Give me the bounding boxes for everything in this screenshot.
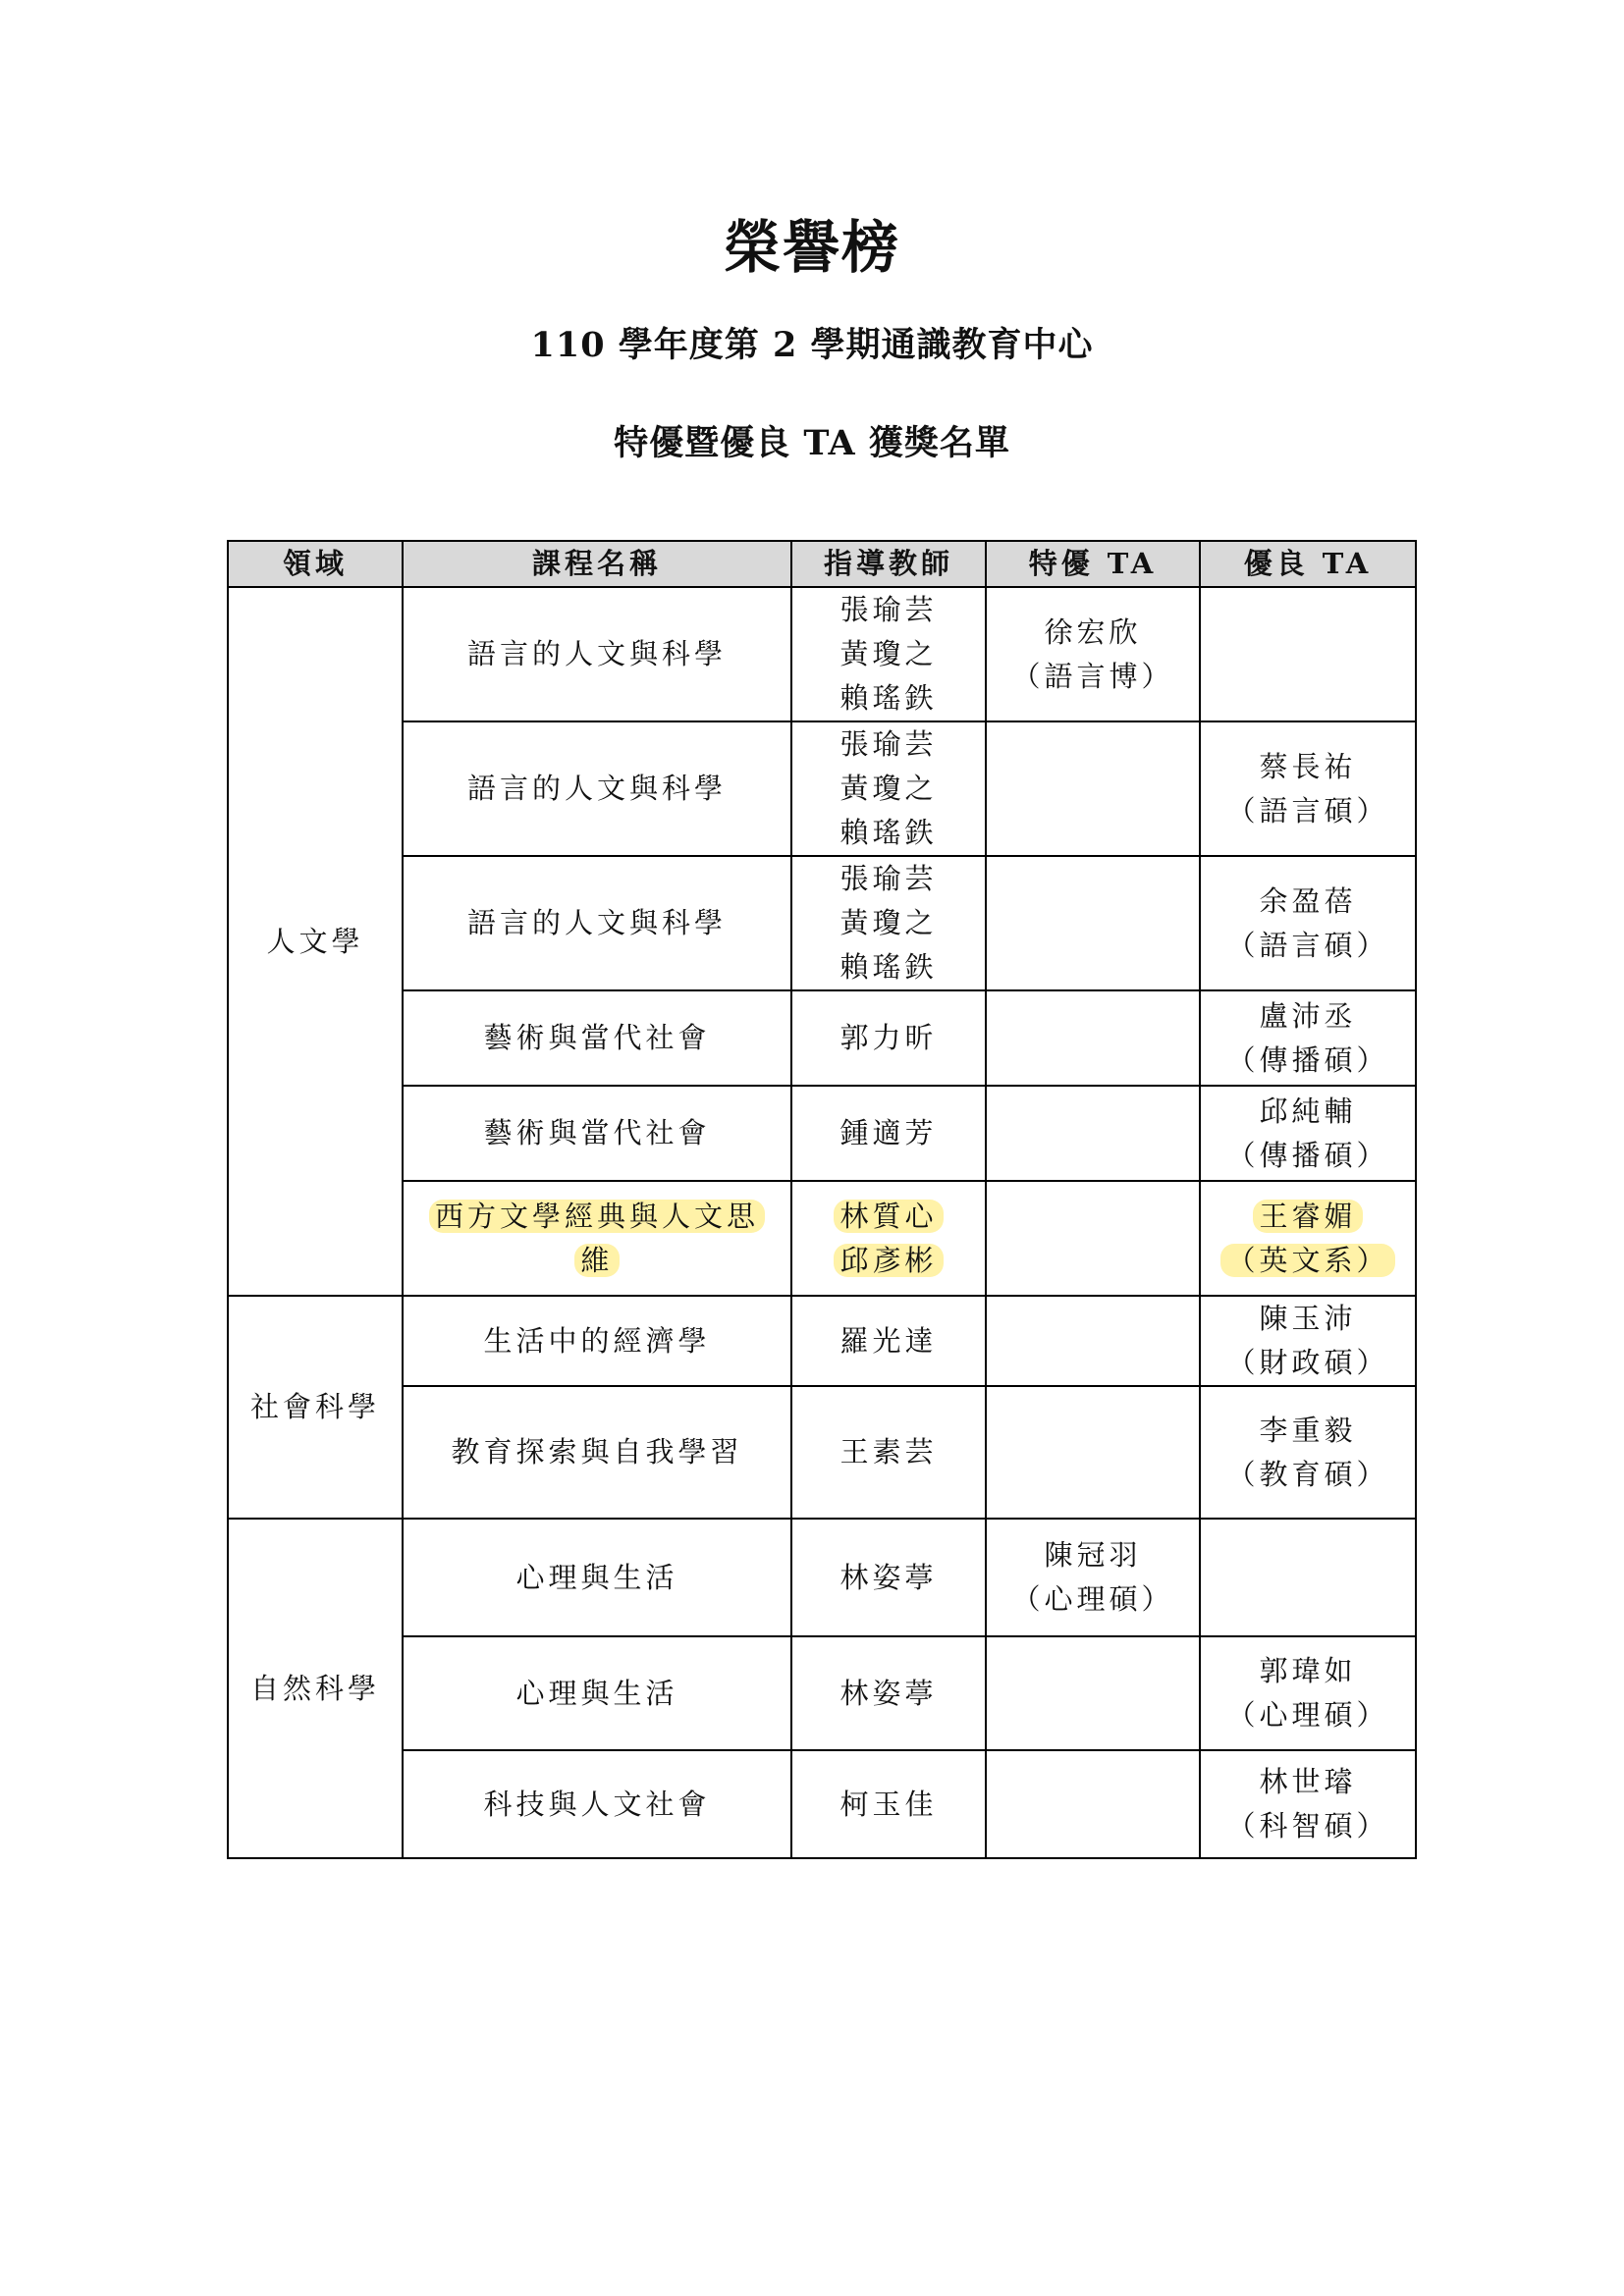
ta-department: （語言碩） [1226, 793, 1389, 828]
good-ta-cell [1200, 1519, 1416, 1636]
good-ta-cell [1200, 990, 1416, 1086]
teacher-name: 張瑜芸 [839, 593, 938, 626]
honor-roll-table [227, 540, 1417, 1859]
header-course: 課程名稱 [403, 541, 791, 587]
table-header-row [228, 541, 1416, 587]
good-ta-cell [1200, 1181, 1416, 1296]
table-row [228, 990, 1416, 1086]
ta-department: （財政碩） [1226, 1346, 1389, 1379]
teacher-cell: 羅光達 [791, 1296, 986, 1386]
good-ta-cell [1200, 1750, 1416, 1858]
header-domain: 領域 [228, 541, 403, 587]
teacher-cell [791, 1181, 986, 1296]
teacher-cell: 鍾適芳 [791, 1086, 986, 1181]
ta-name: 余盈蓓 [1259, 883, 1357, 918]
course-cell: 藝術與當代社會 [403, 1086, 791, 1181]
teacher-cell: 郭力昕 [791, 990, 986, 1086]
domain-cell-natural-science: 自然科學 [228, 1519, 403, 1858]
excellent-ta-cell [986, 1750, 1200, 1858]
good-ta-cell [1200, 1636, 1416, 1750]
course-cell: 生活中的經濟學 [403, 1296, 791, 1386]
teacher-name: 賴瑤鉄 [839, 681, 938, 715]
table-row-highlighted [228, 1181, 1416, 1296]
ta-name: 林世璿 [1259, 1765, 1357, 1798]
table-row [228, 1296, 1416, 1386]
table-row [228, 1386, 1416, 1519]
ta-department-highlighted: （英文系） [1220, 1244, 1394, 1277]
ta-name: 蔡長祐 [1259, 749, 1357, 783]
course-cell: 語言的人文與科學 [403, 721, 791, 856]
teacher-cell [791, 721, 986, 856]
good-ta-cell [1200, 721, 1416, 856]
course-line-highlighted: 維 [574, 1244, 619, 1277]
table-row [228, 1636, 1416, 1750]
good-ta-cell [1200, 1296, 1416, 1386]
table-row [228, 721, 1416, 856]
ta-name: 陳冠羽 [1044, 1538, 1142, 1572]
excellent-ta-cell [986, 1519, 1200, 1636]
excellent-ta-cell [986, 721, 1200, 856]
table-row [228, 1086, 1416, 1181]
excellent-ta-cell [986, 1086, 1200, 1181]
teacher-cell: 柯玉佳 [791, 1750, 986, 1858]
table-row [228, 1750, 1416, 1858]
teacher-cell: 王素芸 [791, 1386, 986, 1519]
teacher-name: 黃瓊之 [839, 906, 938, 939]
excellent-ta-cell [986, 1636, 1200, 1750]
excellent-ta-cell [986, 1296, 1200, 1386]
good-ta-cell [1200, 587, 1416, 721]
header-excellent-ta: 特優 TA [986, 541, 1200, 587]
ta-department: （傳播碩） [1226, 1138, 1389, 1172]
ta-name: 徐宏欣 [1044, 614, 1142, 649]
teacher-name: 黃瓊之 [839, 772, 938, 805]
page-subtitle-semester: 110 學年度第 2 學期通識教育中心 [530, 325, 1094, 365]
course-cell [403, 1181, 791, 1296]
table-row [228, 856, 1416, 990]
ta-department: （語言碩） [1226, 928, 1389, 962]
teacher-cell: 林姿葶 [791, 1519, 986, 1636]
page-title: 榮譽榜 [723, 214, 900, 281]
ta-department: （科智碩） [1226, 1809, 1389, 1842]
table-row [228, 587, 1416, 721]
course-cell: 心理與生活 [403, 1519, 791, 1636]
ta-name-highlighted: 王睿媚 [1253, 1200, 1362, 1233]
ta-name: 郭瑋如 [1259, 1654, 1357, 1687]
good-ta-cell [1200, 1386, 1416, 1519]
excellent-ta-cell [986, 587, 1200, 721]
teacher-cell [791, 587, 986, 721]
course-line-highlighted: 西方文學經典與人文思 [429, 1200, 765, 1233]
ta-name: 邱純輔 [1259, 1094, 1357, 1128]
course-cell: 心理與生活 [403, 1636, 791, 1750]
good-ta-cell [1200, 1086, 1416, 1181]
course-cell: 語言的人文與科學 [403, 587, 791, 721]
teacher-name: 張瑜芸 [839, 727, 938, 761]
teacher-name-highlighted: 林質心 [834, 1200, 943, 1233]
ta-department: （語言博） [1011, 659, 1174, 693]
ta-name: 陳玉沛 [1259, 1302, 1357, 1335]
course-cell: 語言的人文與科學 [403, 856, 791, 990]
course-cell: 科技與人文社會 [403, 1750, 791, 1858]
teacher-name-highlighted: 邱彥彬 [834, 1244, 943, 1277]
excellent-ta-cell [986, 1386, 1200, 1519]
teacher-name: 黃瓊之 [839, 637, 938, 670]
header-teacher: 指導教師 [791, 541, 986, 587]
header-good-ta: 優良 TA [1200, 541, 1416, 587]
ta-department: （心理碩） [1226, 1698, 1389, 1732]
good-ta-cell [1200, 856, 1416, 990]
excellent-ta-cell [986, 1181, 1200, 1296]
ta-department: （心理碩） [1011, 1582, 1174, 1616]
domain-cell-social-science: 社會科學 [228, 1296, 403, 1519]
teacher-name: 賴瑤鉄 [839, 950, 938, 984]
teacher-cell [791, 856, 986, 990]
course-cell: 藝術與當代社會 [403, 990, 791, 1086]
excellent-ta-cell [986, 856, 1200, 990]
ta-department: （傳播碩） [1226, 1042, 1389, 1077]
teacher-cell: 林姿葶 [791, 1636, 986, 1750]
teacher-name: 賴瑤鉄 [839, 816, 938, 849]
ta-name: 李重毅 [1259, 1413, 1357, 1447]
domain-cell-humanities: 人文學 [228, 587, 403, 1296]
page-subtitle-award-list: 特優暨優良 TA 獲獎名單 [614, 423, 1010, 463]
ta-name: 盧沛丞 [1259, 998, 1357, 1033]
ta-department: （教育碩） [1226, 1457, 1389, 1491]
excellent-ta-cell [986, 990, 1200, 1086]
table-row [228, 1519, 1416, 1636]
course-cell: 教育探索與自我學習 [403, 1386, 791, 1519]
teacher-name: 張瑜芸 [839, 862, 938, 895]
